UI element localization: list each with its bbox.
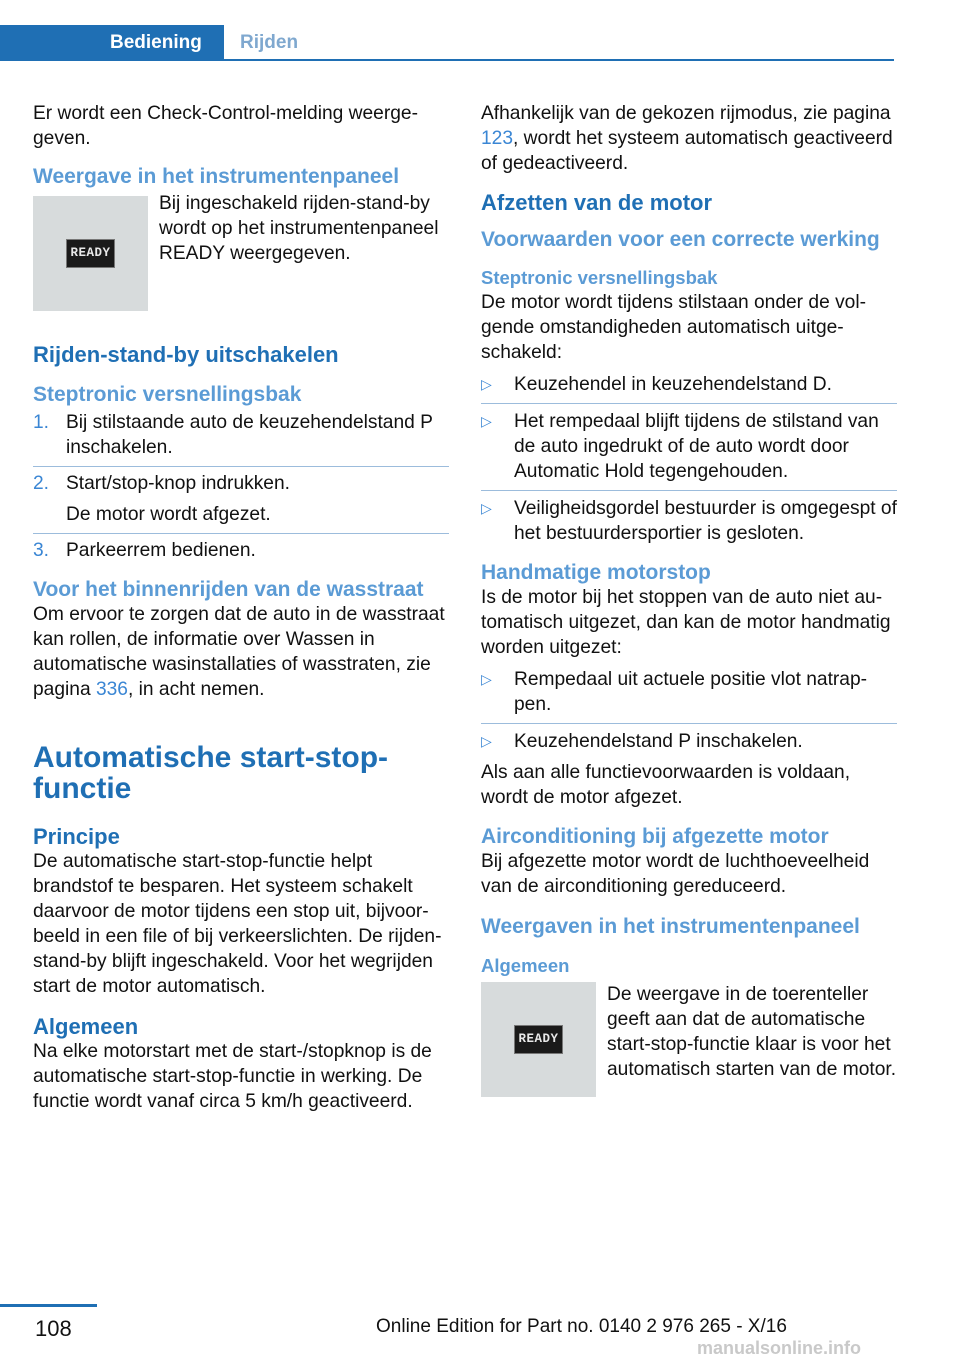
footer-accent-line [0, 1304, 97, 1307]
ready-figure [33, 193, 449, 311]
ready-display-image [481, 982, 596, 1097]
paragraph-algemeen: Na elke motorstart met de start-/stopknop is de automatische start-stop-functie in werking. De functie wordt vanaf circa 5 km/h geactiveerd. [33, 1041, 432, 1112]
ready-figure-right [481, 982, 897, 1097]
ready-indicator: READY [66, 239, 114, 268]
heading-voorwaarden: Voorwaarden voor een correcte werking [481, 228, 880, 251]
ready-description: Bij ingeschakeld rijden-stand-by wordt op het instrumentenpaneel READY weergegeven. [159, 193, 439, 264]
step-body [66, 471, 290, 527]
heading-handmatig: Handmatige motorstop [481, 561, 711, 584]
steps-list [33, 410, 449, 563]
handmatig-list [481, 667, 897, 754]
step-number: 3. [33, 540, 50, 561]
ready-indicator: READY [514, 1025, 562, 1054]
condition-text: Het rempedaal blijft tijdens de stilstand van de auto ingedrukt of de auto wordt door Automatic Hold tegengehouden. [514, 411, 879, 482]
tab-rijden[interactable]: Rijden [240, 32, 299, 53]
page-number: 108 [35, 1316, 72, 1341]
right-column [481, 101, 897, 1097]
list-item [481, 403, 897, 490]
heading-algemeen: Algemeen [33, 1014, 139, 1039]
triangle-bullet-icon: ▷ [481, 413, 492, 429]
left-column [33, 101, 449, 1114]
list-item [481, 490, 897, 546]
tab-underline [224, 59, 894, 61]
paragraph-wasstraat [33, 602, 449, 702]
step-number: 2. [33, 473, 50, 494]
paragraph-hand-after: Als aan alle functievoorwaarden is voldaan, wordt de motor afgezet. [481, 762, 851, 808]
watermark: manualsonline.info [697, 1338, 862, 1358]
step-text: Start/stop-knop indrukken. [66, 473, 290, 494]
heading-principe: Principe [33, 824, 120, 849]
list-item [481, 667, 897, 723]
heading-airco: Airconditioning bij afgezette motor [481, 825, 829, 848]
heading-weergave: Weergave in het instrumentenpaneel [33, 165, 400, 188]
step-subtext: De motor wordt afgezet. [66, 504, 271, 525]
heading-steptronic: Steptronic versnellingsbak [33, 383, 302, 406]
list-item [33, 466, 449, 533]
paragraph-rijmodus [481, 101, 897, 176]
condition-text: Veiligheidsgordel bestuurder is omgegespt of het bestuurdersportier is gesloten. [514, 498, 897, 544]
chapter-tabbar [0, 25, 894, 61]
tab-bediening[interactable]: Bediening [0, 25, 224, 61]
rijmodus-text: Afhankelijk van de gekozen rijmodus, zie pagina [481, 103, 891, 124]
heading-steptronic-right: Steptronic versnellingsbak [481, 267, 718, 288]
paragraph-check-control: Er wordt een Check-Control-melding weergegeven. [33, 103, 418, 149]
triangle-bullet-icon: ▷ [481, 671, 492, 687]
wasstraat-text-end: , in acht nemen. [127, 679, 265, 700]
ready-display-image [33, 196, 148, 311]
heading-uitschakelen: Rijden-stand-by uitschakelen [33, 342, 339, 367]
condition-text: Keuzehendel in keuzehendelstand D. [514, 374, 832, 395]
triangle-bullet-icon: ▷ [481, 500, 492, 516]
list-item [481, 723, 897, 754]
triangle-bullet-icon: ▷ [481, 733, 492, 749]
heading-algemeen-right: Algemeen [481, 955, 570, 976]
list-item [33, 410, 449, 466]
list-item [481, 372, 897, 403]
heading-automatische-start-stop: Automatische start-stop-functie [33, 741, 389, 805]
step-text: Parkeerrem bedienen. [66, 540, 256, 561]
edition-text: Online Edition for Part no. 0140 2 976 265 - X/16 [376, 1316, 787, 1337]
list-item [33, 533, 449, 563]
paragraph-steptronic: De motor wordt tijdens stilstaan onder de volgende omstandigheden automatisch uitgeschakeld: [481, 292, 866, 363]
triangle-bullet-icon: ▷ [481, 376, 492, 392]
rijmodus-text-end: , wordt het systeem automatisch geactiveerd of gedeactiveerd. [481, 128, 893, 174]
heading-weergaven: Weergaven in het instrumentenpaneel [481, 915, 860, 938]
step-number: 1. [33, 412, 50, 433]
handmatig-item-text: Keuzehendelstand P inschakelen. [514, 731, 803, 752]
conditions-list [481, 372, 897, 546]
ready-description-right: De weergave in de toerenteller geeft aan dat de automatische start-stop-functie klaar is voor het automatisch starten van de motor. [607, 984, 897, 1080]
wasstraat-text: Om ervoor te zorgen dat de auto in de wasstraat kan rollen, de informatie over Wassen in automatische wasinstallaties of wasstraten, zie pagina [33, 604, 445, 700]
paragraph-handmatig: Is de motor bij het stoppen van de auto niet automatisch uitgezet, dan kan de motor handmatig worden uitgezet: [481, 587, 891, 658]
page-link-123[interactable]: 123 [481, 128, 514, 149]
heading-afzetten: Afzetten van de motor [481, 190, 713, 215]
paragraph-airco: Bij afgezette motor wordt de luchthoeveelheid van de airconditioning gereduceerd. [481, 851, 870, 897]
paragraph-principe: De automatische start-stop-functie helpt brandstof te besparen. Het systeem schakelt daarvoor de motor tijdens een stop uit, bijvoorbeeld in een file of bij verkeerslichten. De rijden-stand-by blijft ingeschakeld. Voor het wegrijden start de motor automatisch. [33, 851, 442, 997]
heading-wasstraat: Voor het binnenrijden van de wasstraat [33, 578, 424, 601]
step-text: Bij stilstaande auto de keuzehendelstand P inschakelen. [66, 412, 433, 458]
page-link-336[interactable]: 336 [95, 679, 128, 700]
handmatig-item-text: Rempedaal uit actuele positie vlot natrappen. [514, 669, 868, 715]
